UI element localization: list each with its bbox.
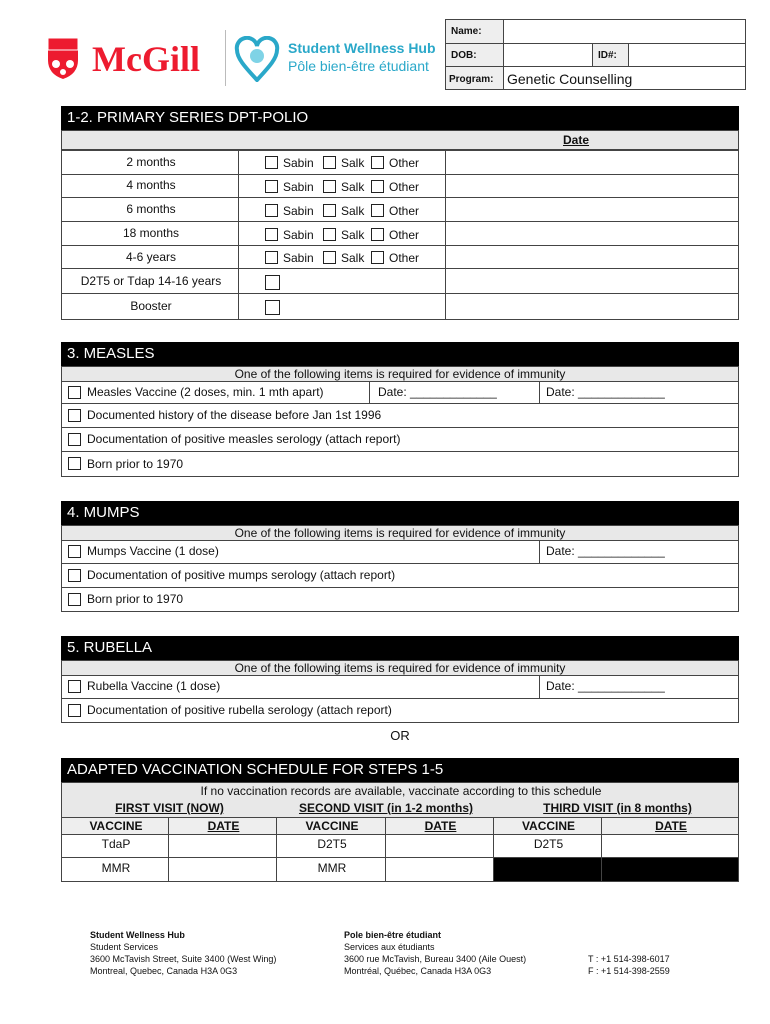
- third-vaccine-header: VACCINE: [493, 817, 602, 835]
- hub-name-fr: Pôle bien-être étudiant: [288, 58, 429, 74]
- first-date-0[interactable]: [168, 834, 277, 858]
- sabin-checkbox-3[interactable]: [265, 228, 278, 241]
- dpt-row-4: 4-6 years: [61, 245, 239, 269]
- measles-date1[interactable]: Date: _____________: [369, 381, 540, 404]
- footer-en: Student Wellness Hub Student Services 3600 McTavish Street, Suite 3400 (West Wing) Montreal, Quebec, Canada H3A 0G3: [90, 930, 277, 976]
- salk-checkbox-2[interactable]: [323, 204, 336, 217]
- adapted-note: If no vaccination records are available, vaccinate according to this schedule FIRST VISIT (NOW) SECOND VISIT (in 1-2 months) THIRD VISIT (in 8 months): [61, 782, 739, 818]
- rubella-serology-row: Documentation of positive rubella serology (attach report): [61, 698, 739, 723]
- measles-date2[interactable]: Date: _____________: [539, 381, 739, 404]
- name-label-cell: Name:: [445, 19, 504, 44]
- measles-serology-checkbox[interactable]: [68, 433, 81, 446]
- dpt-options-6: [238, 293, 446, 320]
- measles-note: One of the following items is required for evidence of immunity: [61, 366, 739, 382]
- program-field[interactable]: Genetic Counselling: [503, 66, 746, 90]
- dpt-options-1: Sabin Salk Other: [238, 174, 446, 198]
- or-divider-text: OR: [390, 728, 410, 743]
- dpt-row-2: 6 months: [61, 197, 239, 222]
- mumps-section-title: 4. MUMPS: [61, 501, 739, 525]
- dpt-date-6[interactable]: [445, 293, 739, 320]
- second-vaccine-header: VACCINE: [276, 817, 386, 835]
- second-vaccine-0: D2T5: [276, 834, 386, 858]
- d2t5-checkbox[interactable]: [265, 275, 280, 290]
- third-date-0[interactable]: [601, 834, 739, 858]
- mumps-serology-checkbox[interactable]: [68, 569, 81, 582]
- mumps-note: One of the following items is required for evidence of immunity: [61, 525, 739, 541]
- third-date-header: DATE: [601, 817, 739, 835]
- first-vaccine-0: TdaP: [61, 834, 169, 858]
- measles-history-row: Documented history of the disease before Jan 1st 1996: [61, 403, 739, 428]
- mumps-vaccine-checkbox[interactable]: [68, 545, 81, 558]
- sabin-checkbox-0[interactable]: [265, 156, 278, 169]
- salk-checkbox-1[interactable]: [323, 180, 336, 193]
- third-blocked-vaccine: [493, 857, 602, 882]
- footer-fr: Pole bien-être étudiant Services aux étudiants 3600 rue McTavish, Bureau 3400 (Aile Ouest) Montréal, Québec, Canada H3A 0G3: [344, 930, 527, 976]
- other-checkbox-3[interactable]: [371, 228, 384, 241]
- measles-history-checkbox[interactable]: [68, 409, 81, 422]
- dpt-date-1[interactable]: [445, 174, 739, 198]
- salk-checkbox-3[interactable]: [323, 228, 336, 241]
- rubella-note: One of the following items is required for evidence of immunity: [61, 660, 739, 676]
- mumps-serology-row: Documentation of positive mumps serology (attach report): [61, 563, 739, 588]
- id-label-cell: ID#:: [592, 43, 629, 67]
- first-vaccine-header: VACCINE: [61, 817, 169, 835]
- adapted-section-title: ADAPTED VACCINATION SCHEDULE FOR STEPS 1-5: [61, 758, 739, 782]
- rubella-vaccine-checkbox[interactable]: [68, 680, 81, 693]
- dpt-options-2: Sabin Salk Other: [238, 197, 446, 222]
- measles-section-title: 3. MEASLES: [61, 342, 739, 366]
- mcgill-wordmark: McGill: [92, 39, 200, 79]
- dpt-date-5[interactable]: [445, 268, 739, 294]
- rubella-serology-checkbox[interactable]: [68, 704, 81, 717]
- mcgill-shield-icon: [46, 36, 80, 80]
- measles-vaccine-checkbox[interactable]: [68, 386, 81, 399]
- dpt-date-0[interactable]: [445, 150, 739, 175]
- second-date-0[interactable]: [385, 834, 494, 858]
- dpt-options-0: Sabin Salk Other: [238, 150, 446, 175]
- booster-checkbox[interactable]: [265, 300, 280, 315]
- dpt-options-4: Sabin Salk Other: [238, 245, 446, 269]
- mumps-date[interactable]: Date: _____________: [539, 540, 739, 564]
- dpt-row-5: D2T5 or Tdap 14-16 years: [61, 268, 239, 294]
- dpt-options-5: [238, 268, 446, 294]
- header-divider: [225, 30, 226, 86]
- wellness-hub-logo: [234, 36, 444, 82]
- sabin-checkbox-4[interactable]: [265, 251, 278, 264]
- measles-serology-row: Documentation of positive measles serology (attach report): [61, 427, 739, 452]
- salk-checkbox-0[interactable]: [323, 156, 336, 169]
- other-checkbox-0[interactable]: [371, 156, 384, 169]
- second-visit-header: SECOND VISIT (in 1-2 months): [298, 801, 473, 815]
- dpt-row-3: 18 months: [61, 221, 239, 246]
- third-blocked-date: [601, 857, 739, 882]
- sabin-checkbox-2[interactable]: [265, 204, 278, 217]
- dpt-date-2[interactable]: [445, 197, 739, 222]
- mumps-born-checkbox[interactable]: [68, 593, 81, 606]
- other-checkbox-4[interactable]: [371, 251, 384, 264]
- footer-phone: T : +1 514-398-6017: [588, 954, 670, 964]
- salk-checkbox-4[interactable]: [323, 251, 336, 264]
- measles-born-checkbox[interactable]: [68, 457, 81, 470]
- mcgill-logo: [46, 36, 226, 82]
- dob-label-cell: DOB:: [445, 43, 504, 67]
- dpt-date-header: Date: [61, 130, 739, 150]
- dpt-row-0: 2 months: [61, 150, 239, 175]
- program-label-cell: Program:: [445, 66, 504, 90]
- measles-vaccine-row: Measles Vaccine (2 doses, min. 1 mth apart): [61, 381, 370, 404]
- footer-fax: F : +1 514-398-2559: [588, 966, 670, 976]
- second-vaccine-1: MMR: [276, 857, 386, 882]
- heart-pin-icon: [234, 36, 280, 82]
- first-date-header: DATE: [168, 817, 277, 835]
- other-checkbox-2[interactable]: [371, 204, 384, 217]
- dob-field[interactable]: [503, 43, 593, 67]
- first-date-1[interactable]: [168, 857, 277, 882]
- rubella-date[interactable]: Date: _____________: [539, 675, 739, 699]
- name-field[interactable]: [503, 19, 746, 44]
- rubella-section-title: 5. RUBELLA: [61, 636, 739, 660]
- hub-name-en: Student Wellness Hub: [288, 40, 436, 56]
- second-date-1[interactable]: [385, 857, 494, 882]
- dpt-options-3: Sabin Salk Other: [238, 221, 446, 246]
- dpt-date-4[interactable]: [445, 245, 739, 269]
- dpt-row-6: Booster: [61, 293, 239, 320]
- id-field[interactable]: [628, 43, 746, 67]
- rubella-vaccine-row: Rubella Vaccine (1 dose): [61, 675, 540, 699]
- mumps-born-row: Born prior to 1970: [61, 587, 739, 612]
- mumps-vaccine-row: Mumps Vaccine (1 dose): [61, 540, 540, 564]
- measles-born-row: Born prior to 1970: [61, 451, 739, 477]
- other-checkbox-1[interactable]: [371, 180, 384, 193]
- third-visit-header: THIRD VISIT (in 8 months): [543, 801, 692, 815]
- first-vaccine-1: MMR: [61, 857, 169, 882]
- dpt-row-1: 4 months: [61, 174, 239, 198]
- sabin-checkbox-1[interactable]: [265, 180, 278, 193]
- third-vaccine-0: D2T5: [493, 834, 602, 858]
- second-date-header: DATE: [385, 817, 494, 835]
- dpt-section-title: 1-2. PRIMARY SERIES DPT-POLIO: [61, 106, 739, 130]
- first-visit-header: FIRST VISIT (NOW): [115, 801, 224, 815]
- footer-contact: [588, 953, 670, 977]
- dpt-date-3[interactable]: [445, 221, 739, 246]
